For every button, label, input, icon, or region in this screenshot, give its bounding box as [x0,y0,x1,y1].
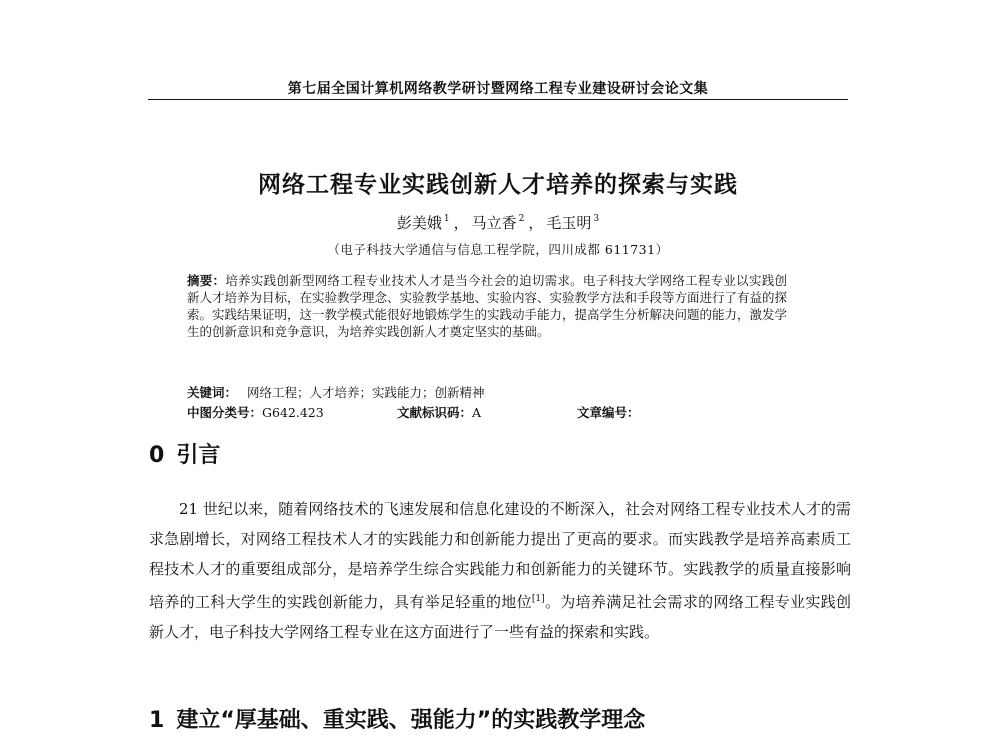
author-separator: ， [528,214,544,232]
intro-paragraph [149,494,851,647]
running-header: 第七届全国计算机网络教学研讨暨网络工程专业建设研讨会论文集 [287,81,709,97]
header-rule [148,99,848,100]
article-no-group [577,403,640,421]
author-name: 毛玉明 [546,214,592,232]
author-affiliation-mark: 1 [443,214,450,224]
paragraph-text: 21 世纪以来，随着网络技术的飞速发展和信息化建设的不断深入，社会对网络工程专业技术人才的需求急剧增长，对网络工程技术人才的实践能力和创新能力提出了更高的要求。而实践教学是培养高素质工程技术人才的重要组成部分，是培养学生综合实践能力和创新能力的关键环节。实践教学的质量直接影响培养的工科大学生的实践创新能力，具有举足轻重的地位 [149,500,851,611]
author-list [148,212,848,233]
author-name: 马立香 [471,214,517,232]
article-no-label: 文章编号： [577,405,640,420]
section-number: 1 [149,708,165,733]
section-heading-1 [149,703,645,734]
abstract-text: 培养实践创新型网络工程专业技术人才是当今社会的迫切需求。电子科技大学网络工程专业以实践创新人才培养为目标，在实验教学理念、实验教学基地、实验内容、实验教学方法和手段等方面进行了有益的探索。实践结果证明，这一教学模式能很好地锻炼学生的实践动手能力，提高学生分析解决问题的能力，激发学生的创新意识和竞争意识，为培养实践创新人才奠定坚实的基础。 [187,273,788,339]
doc-code-label: 文献标识码： [397,405,473,420]
keywords [187,383,787,401]
paper-title: 网络工程专业实践创新人才培养的探索与实践 [258,172,738,198]
section-title: 引言 [176,443,221,468]
abstract-label: 摘要： [187,273,226,288]
keywords-label: 关键词： [187,385,238,400]
clc-label: 中图分类号： [187,405,263,420]
doc-code-value: A [472,405,482,420]
affiliation: （电子科技大学通信与信息工程学院，四川成都 611731） [327,242,669,257]
author-name: 彭美娥 [396,214,442,232]
section-heading-intro [149,438,220,469]
author-affiliation-mark: 3 [593,214,600,224]
paragraph-text: 。为培养满足社会需求的网络工程专业实践创新人才，电子科技大学网络工程专业在这方面进行了一些有益的探索和实践。 [149,593,851,641]
clc-group [187,403,324,421]
citation-ref: [1] [531,594,545,604]
section-title: 建立“厚基础、重实践、强能力”的实践教学理念 [176,708,646,733]
clc-value: G642.423 [262,405,324,420]
section-number: 0 [149,443,165,468]
doc-code-group [397,403,481,421]
abstract [187,272,787,340]
keywords-text: 网络工程；人才培养；实践能力；创新精神 [247,385,485,400]
author-separator: ， [453,214,469,232]
author-affiliation-mark: 2 [518,214,525,224]
